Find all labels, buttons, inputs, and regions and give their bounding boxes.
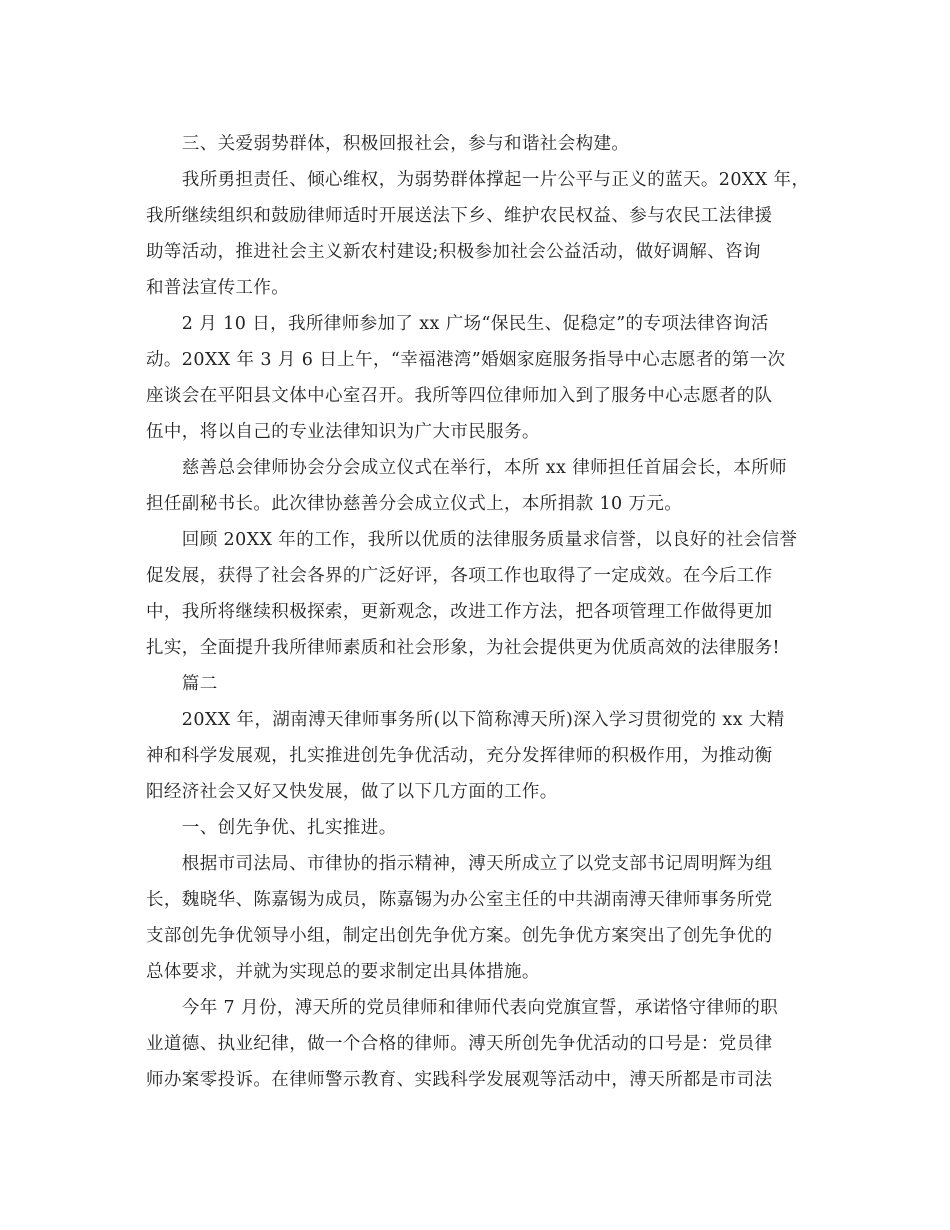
text-line: 伍中，将以自己的专业法律知识为广大市民服务。 [146, 422, 540, 442]
text-line: 总体要求，并就为实现总的要求制定出具体措施。 [146, 962, 540, 982]
text-line: 回顾 20XX 年的工作，我所以优质的法律服务质量求信誉，以良好的社会信誉 [146, 530, 798, 550]
text-line: 今年 7 月份，溥天所的党员律师和律师代表向党旗宣誓，承诺恪守律师的职 [146, 998, 779, 1018]
text-line: 支部创先争优领导小组，制定出创先争优方案。创先争优方案突出了创先争优的 [146, 926, 773, 946]
text-line: 神和科学发展观，扎实推进创先争优活动，充分发挥律师的积极作用，为推动衡 [146, 746, 773, 766]
text-line: 我所继续组织和鼓励律师适时开展送法下乡、维护农民权益、参与农民工法律援 [146, 206, 773, 226]
text-line: 20XX 年，湖南溥天律师事务所(以下简称溥天所)深入学习贯彻党的 xx 大精 [146, 710, 785, 730]
section-heading: 一、创先争优、扎实推进。 [146, 818, 397, 838]
text-line: 慈善总会律师协会分会成立仪式在举行，本所 xx 律师担任首届会长，本所师 [146, 458, 788, 478]
text-line: 2 月 10 日，我所律师参加了 xx 广场“保民生、促稳定”的专项法律咨询活 [146, 314, 769, 334]
text-line: 我所勇担责任、倾心维权，为弱势群体撑起一片公平与正义的蓝天。20XX 年， [146, 170, 810, 190]
text-line: 促发展，获得了社会各界的广泛好评，各项工作也取得了一定成效。在今后工作 [146, 566, 773, 586]
section-heading: 篇二 [146, 674, 218, 694]
text-line: 师办案零投诉。在律师警示教育、实践科学发展观等活动中，溥天所都是市司法 [146, 1070, 773, 1090]
text-line: 业道德、执业纪律，做一个合格的律师。溥天所创先争优活动的口号是：党员律 [146, 1034, 773, 1054]
text-line: 助等活动，推进社会主义新农村建设;积极参加社会公益活动，做好调解、咨询 [146, 242, 761, 262]
text-line: 阳经济社会又好又快发展，做了以下几方面的工作。 [146, 782, 558, 802]
text-line: 三、关爱弱势群体，积极回报社会，参与和谐社会构建。 [146, 134, 630, 154]
document-body [146, 126, 812, 1098]
text-line: 扎实，全面提升我所律师素质和社会形象，为社会提供更为优质高效的法律服务! [146, 638, 780, 658]
text-line: 担任副秘书长。此次律协慈善分会成立仪式上，本所捐款 10 万元。 [146, 494, 683, 514]
text-line: 和普法宣传工作。 [146, 278, 290, 298]
text-line: 中，我所将继续积极探索，更新观念，改进工作方法，把各项管理工作做得更加 [146, 602, 773, 622]
text-line: 根据市司法局、市律协的指示精神，溥天所成立了以党支部书记周明辉为组 [146, 854, 773, 874]
text-line: 动。20XX 年 3 月 6 日上午，“幸福港湾”婚姻家庭服务指导中心志愿者的第一次 [146, 350, 786, 370]
text-line: 长，魏晓华、陈嘉锡为成员，陈嘉锡为办公室主任的中共湖南溥天律师事务所党 [146, 890, 773, 910]
text-line: 座谈会在平阳县文体中心室召开。我所等四位律师加入到了服务中心志愿者的队 [146, 386, 773, 406]
